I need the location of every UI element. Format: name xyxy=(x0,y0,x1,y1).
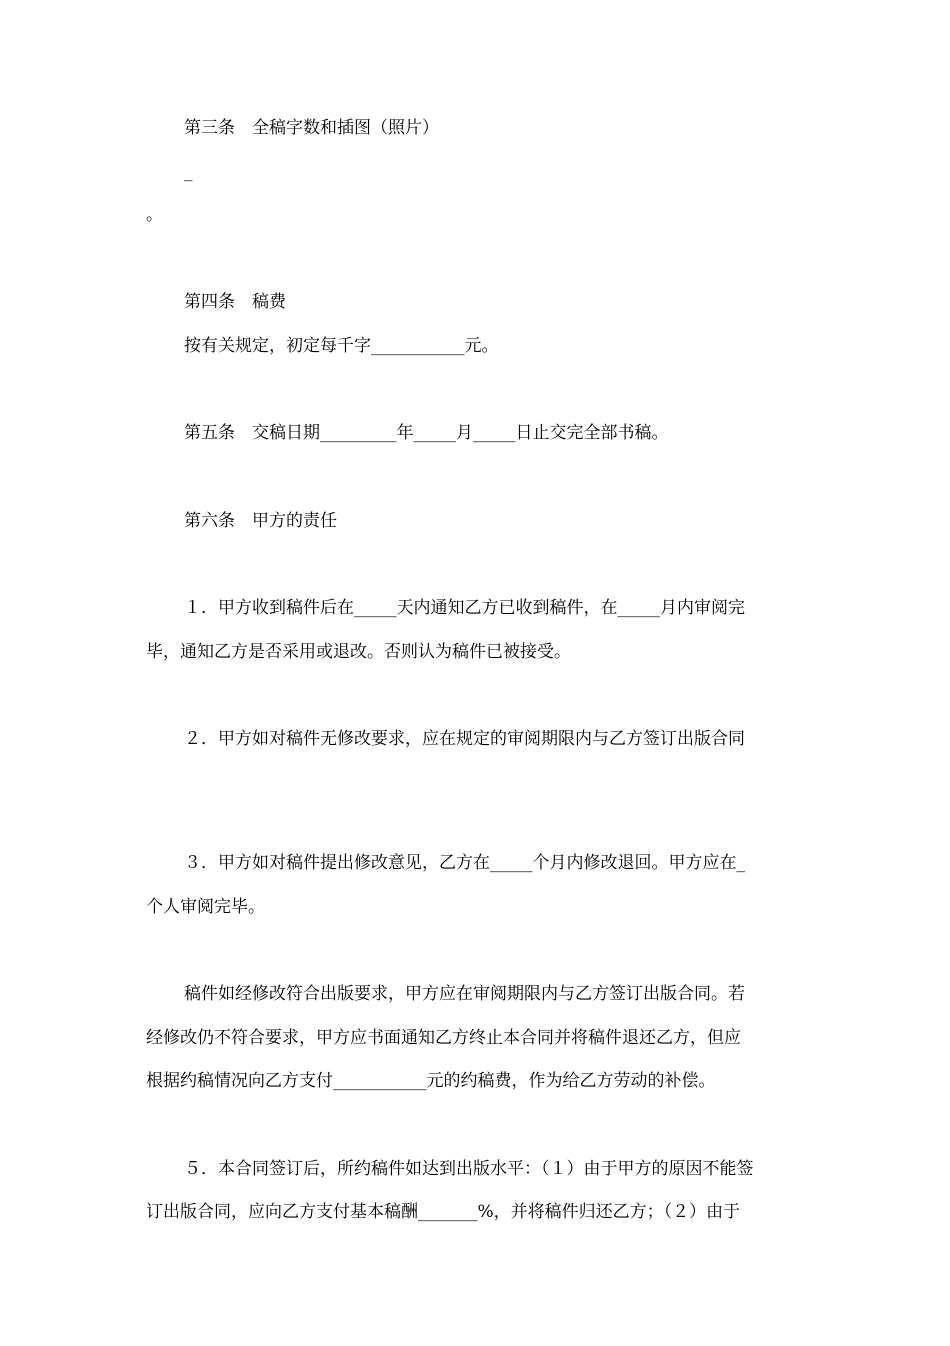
article-3-end-mark: 。 xyxy=(146,205,163,225)
clause-2-line-1: ２．甲方如对稿件无修改要求，应在规定的审阅期限内与乙方签订出版合同 xyxy=(184,729,745,749)
article-3-heading: 第三条 全稿字数和插图（照片） xyxy=(184,118,439,138)
clause-3-line-1: ３．甲方如对稿件提出修改意见，乙方在_____个月内修改退回。甲方应在_ xyxy=(184,853,745,873)
revision-paragraph-line-2: 经修改仍不符合要求，甲方应书面通知乙方终止本合同并将稿件退还乙方，但应 xyxy=(146,1028,741,1048)
clause-5-line-1: ５．本合同签订后，所约稿件如达到出版水平：（１）由于甲方的原因不能签 xyxy=(184,1159,754,1179)
article-4-heading: 第四条 稿费 xyxy=(184,292,286,312)
clause-1-line-2: 毕，通知乙方是否采用或退改。否则认为稿件已被接受。 xyxy=(146,642,571,662)
clause-5-line-2: 订出版合同，应向乙方支付基本稿酬_______%，并将稿件归还乙方；（２）由于 xyxy=(146,1202,741,1222)
clause-1-line-1: １．甲方收到稿件后在_____天内通知乙方已收到稿件，在_____月内审阅完 xyxy=(184,598,745,618)
article-3-blank: _ xyxy=(184,162,193,182)
revision-paragraph-line-1: 稿件如经修改符合出版要求，甲方应在审阅期限内与乙方签订出版合同。若 xyxy=(184,984,745,1004)
article-6-heading: 第六条 甲方的责任 xyxy=(184,511,337,531)
article-5-heading: 第五条 交稿日期_________年_____月_____日止交完全部书稿。 xyxy=(184,423,669,443)
clause-3-line-2: 个人审阅完毕。 xyxy=(146,897,265,917)
revision-paragraph-line-3: 根据约稿情况向乙方支付___________元的约稿费，作为给乙方劳动的补偿。 xyxy=(146,1071,716,1091)
article-4-body: 按有关规定，初定每千字___________元。 xyxy=(184,336,499,356)
